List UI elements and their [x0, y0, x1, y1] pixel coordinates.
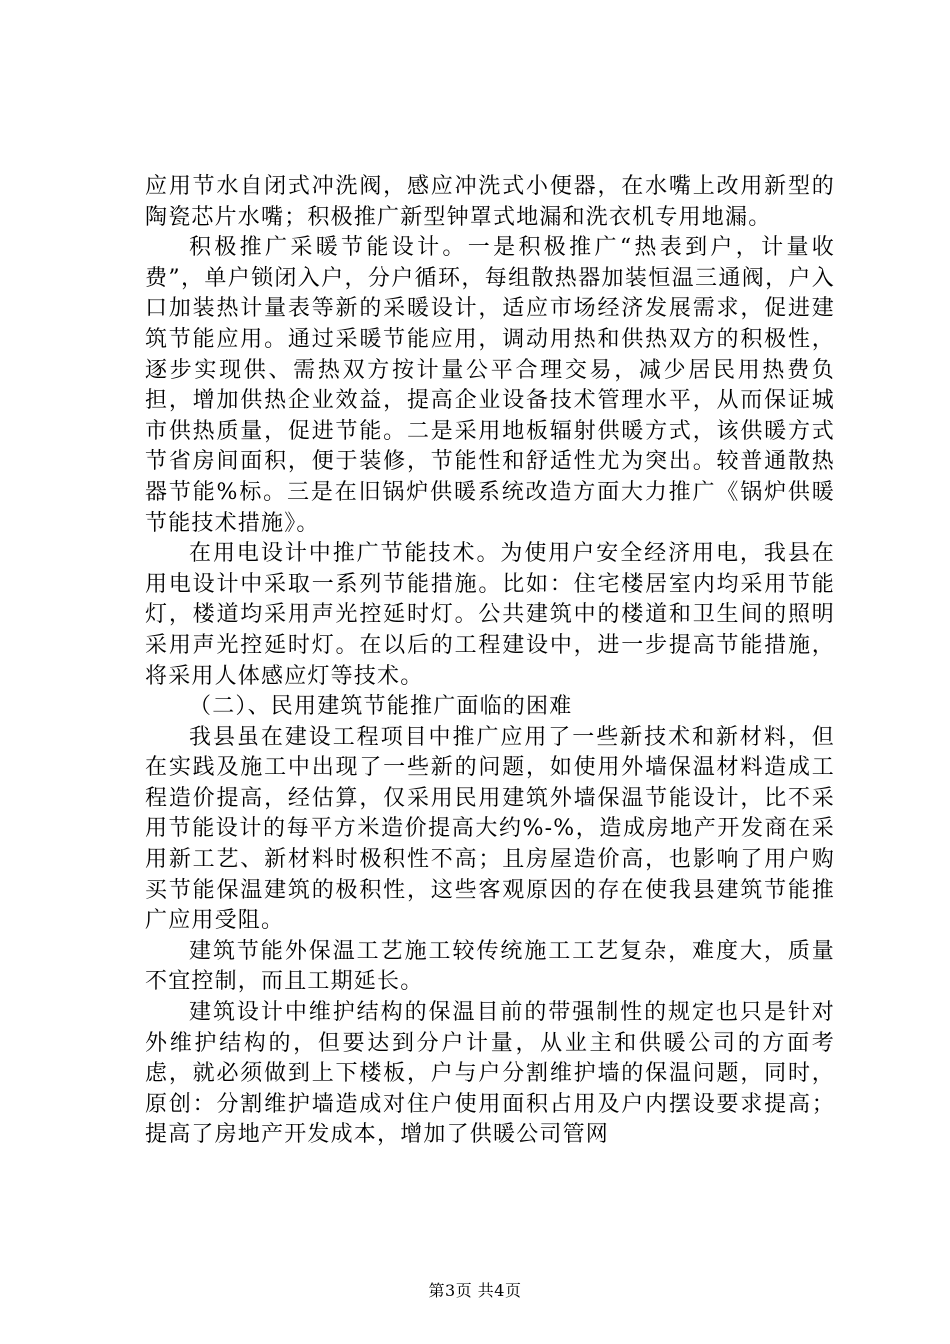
paragraph-electric-design: 在用电设计中推广节能技术。为使用户安全经济用电，我县在用电设计中采取一系列节能措施。比如：住宅楼居室内均采用节能灯，楼道均采用声光控延时灯。公共建筑中的楼道和卫生间的照明采用声光控延时灯。在以后的工程建设中，进一步提高节能措施，将采用人体感应灯等技术。 — [145, 541, 835, 689]
paragraph-insulation-rules: 建筑设计中维护结构的保温目前的带强制性的规定也只是针对外维护结构的，但要达到分户计量，从业主和供暖公司的方面考虑，就必须做到上下楼板，户与户分割维护墙的保温问题，同时，原创：分割维护墙造成对住户使用面积占用及户内摆设要求提高；提高了房地产开发成本，增加了供暖公司管网 — [145, 1000, 835, 1148]
section-heading-difficulties: （二）、民用建筑节能推广面临的困难 — [189, 694, 573, 720]
paragraph-cost-issues: 我县虽在建设工程项目中推广应用了一些新技术和新材料，但在实践及施工中出现了一些新的问题，如使用外墙保温材料造成工程造价提高，经估算，仅采用民用建筑外墙保温节能设计，比不采用节能设计的每平方米造价提高大约%-%，造成房地产开发商在采用新工艺、新材料时极积性不高；且房屋造价高，也影响了用户购买节能保温建筑的极积性，这些客观原因的存在使我县建筑节能推广应用受阻。 — [145, 724, 835, 934]
paragraph-heating-design: 积极推广采暖节能设计。一是积极推广“热表到户，计量收费”，单户锁闭入户，分户循环，每组散热器加装恒温三通阀，户入口加装热计量表等新的采暖设计，适应市场经济发展需求，促进建筑节能应用。通过采暖节能应用，调动用热和供热双方的积极性，逐步实现供、需热双方按计量公平合理交易，减少居民用热费负担，增加供热企业效益，提高企业设备技术管理水平，从而保证城市供热质量，促进节能。二是采用地板辐射供暖方式，该供暖方式节省房间面积，便于装修，节能性和舒适性尤为突出。较普通散热器节能%标。三是在旧锅炉供暖系统改造方面大力推广《锅炉供暖节能技术措施》。 — [145, 235, 835, 536]
document-body — [145, 172, 835, 1151]
page-number-footer: 第3页 共4页 — [428, 1281, 522, 1300]
paragraph-continued: 应用节水自闭式冲洗阀，感应冲洗式小便器，在水嘴上改用新型的陶瓷芯片水嘴；积极推广新型钟罩式地漏和洗衣机专用地漏。 — [145, 174, 835, 230]
paragraph-construction-complexity: 建筑节能外保温工艺施工较传统施工工艺复杂，难度大，质量不宜控制，而且工期延长。 — [145, 938, 835, 995]
